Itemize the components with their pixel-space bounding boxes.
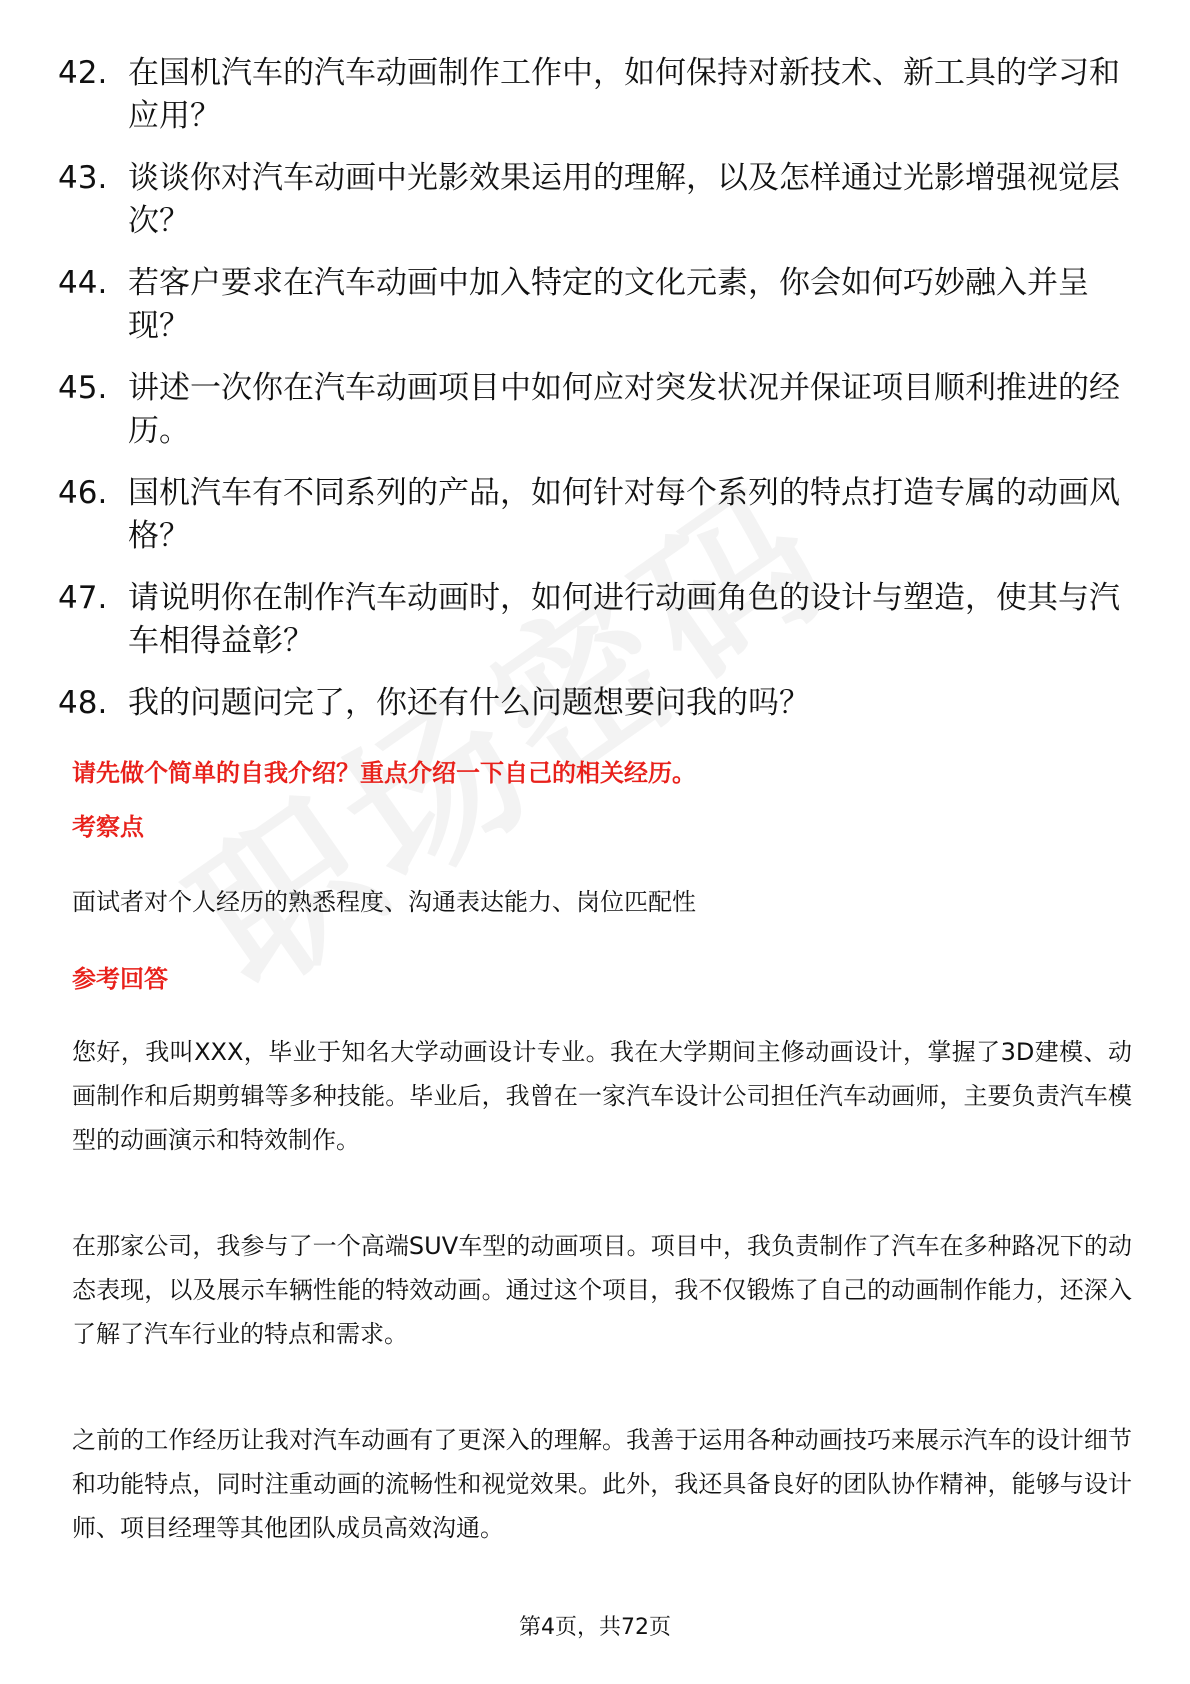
answer-label: 参考回答: [72, 965, 168, 993]
question-item: [0, 472, 1190, 558]
question-number: 46.: [58, 475, 108, 511]
question-number: 43.: [58, 160, 108, 196]
question-text: 请说明你在制作汽车动画时，如何进行动画角色的设计与塑造，使其与汽车相得益彰？: [128, 580, 1120, 659]
question-item: [0, 367, 1190, 453]
question-number: 47.: [58, 580, 108, 616]
answer-paragraph: 之前的工作经历让我对汽车动画有了更深入的理解。我善于运用各种动画技巧来展示汽车的设计细节和功能特点，同时注重动画的流畅性和视觉效果。此外，我还具备良好的团队协作精神，能够与设计师、项目经理等其他团队成员高效沟通。: [72, 1426, 1132, 1542]
question-number: 42.: [58, 55, 108, 91]
detail-question-heading: 请先做个简单的自我介绍？重点介绍一下自己的相关经历。: [72, 759, 696, 787]
question-item: [0, 577, 1190, 663]
question-text: 在国机汽车的汽车动画制作工作中，如何保持对新技术、新工具的学习和应用？: [128, 55, 1120, 134]
question-number: 44.: [58, 265, 108, 301]
focus-text: 面试者对个人经历的熟悉程度、沟通表达能力、岗位匹配性: [72, 888, 696, 916]
answer-paragraph: 在那家公司，我参与了一个高端SUV车型的动画项目。项目中，我负责制作了汽车在多种路况下的动态表现，以及展示车辆性能的特效动画。通过这个项目，我不仅锻炼了自己的动画制作能力，还深入了解了汽车行业的特点和需求。: [72, 1232, 1132, 1348]
question-list: [0, 52, 1190, 744]
question-text: 国机汽车有不同系列的产品，如何针对每个系列的特点打造专属的动画风格？: [128, 475, 1120, 554]
question-text: 我的问题问完了，你还有什么问题想要问我的吗？: [128, 685, 810, 721]
question-item: [0, 682, 1190, 725]
question-number: 48.: [58, 685, 108, 721]
focus-label: 考察点: [72, 813, 144, 841]
question-item: [0, 157, 1190, 243]
answer-paragraph: 您好，我叫XXX，毕业于知名大学动画设计专业。我在大学期间主修动画设计，掌握了3D建模、动画制作和后期剪辑等多种技能。毕业后，我曾在一家汽车设计公司担任汽车动画师，主要负责汽车模型的动画演示和特效制作。: [72, 1038, 1132, 1154]
page-footer: 第4页，共72页: [519, 1615, 671, 1640]
question-text: 若客户要求在汽车动画中加入特定的文化元素，你会如何巧妙融入并呈现？: [128, 265, 1089, 344]
question-item: [0, 262, 1190, 348]
question-text: 讲述一次你在汽车动画项目中如何应对突发状况并保证项目顺利推进的经历。: [128, 370, 1120, 449]
question-number: 45.: [58, 370, 108, 406]
question-item: [0, 52, 1190, 138]
question-text: 谈谈你对汽车动画中光影效果运用的理解，以及怎样通过光影增强视觉层次？: [128, 160, 1120, 239]
